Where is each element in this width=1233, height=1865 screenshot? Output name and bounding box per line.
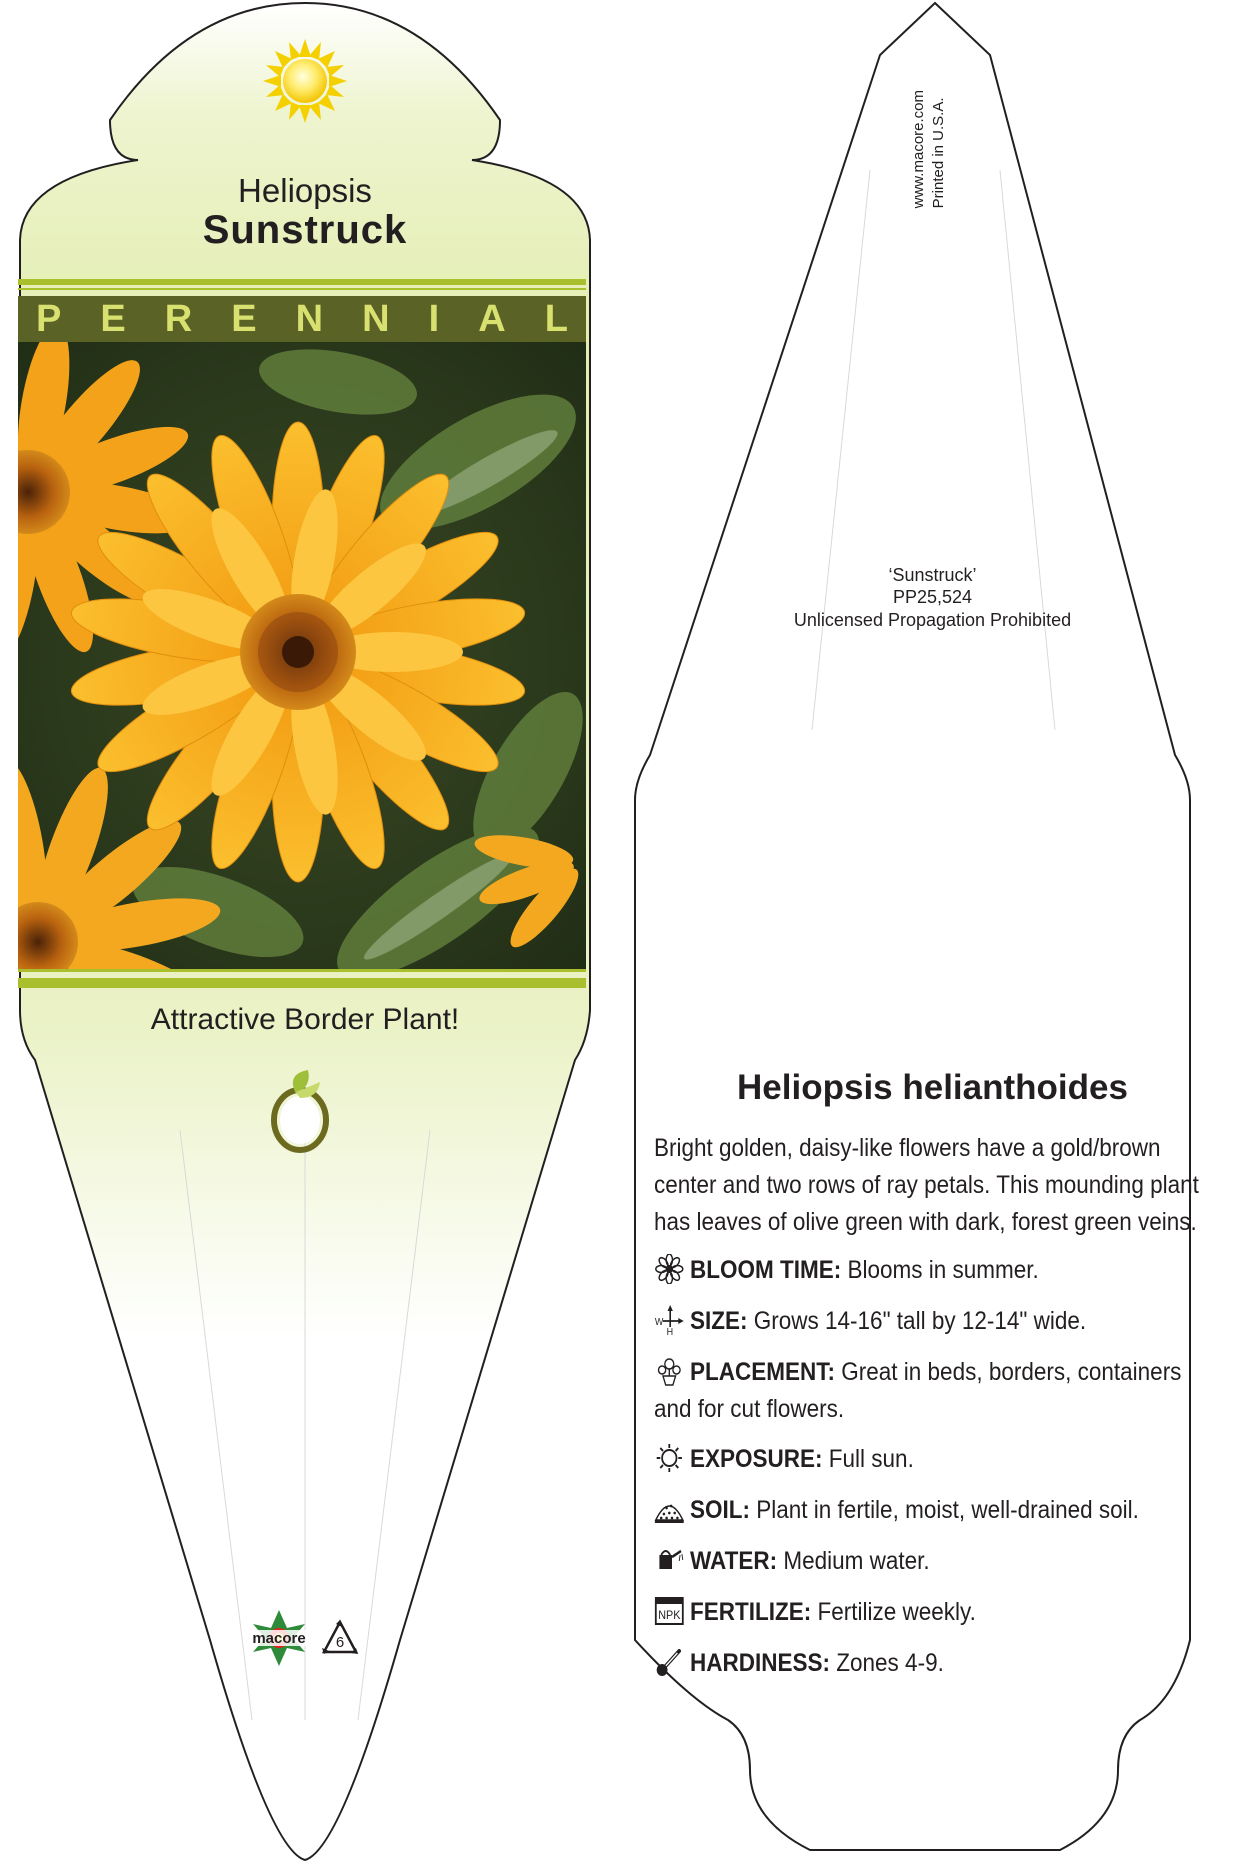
printed-line-1: Printed in U.S.A. — [930, 97, 947, 209]
soil-icon — [654, 1494, 685, 1524]
info-label: FERTILIZE: — [690, 1598, 812, 1626]
info-label: HARDINESS: — [690, 1649, 831, 1677]
tagline: Attractive Border Plant! — [150, 1003, 460, 1036]
info-value: Medium water. — [777, 1547, 930, 1575]
info-size — [654, 1303, 1212, 1340]
info-exposure — [654, 1441, 1212, 1478]
recycle-icon — [320, 1618, 360, 1658]
sun-icon — [262, 38, 348, 124]
flower-icon — [654, 1254, 685, 1284]
info-water — [654, 1543, 1212, 1580]
category-label: P E R E N N I A L — [36, 298, 568, 340]
seed-sprout-icon — [266, 1068, 334, 1154]
watering-can-icon — [654, 1545, 685, 1575]
plant-cultivar: Sunstruck — [202, 208, 408, 252]
macore-logo — [244, 1608, 314, 1668]
species-name: Heliopsis helianthoides — [737, 1068, 1128, 1107]
divider-rule — [18, 279, 586, 285]
brand-name: macore — [252, 1630, 306, 1647]
patent-line-1: ‘Sunstruck’ — [888, 565, 977, 585]
info-value: Great in beds, borders, containers and for cut flowers. — [654, 1358, 1182, 1423]
plant-description: Bright golden, daisy-like flowers have a gold/brown center and two rows of ray petals. This mounding plant has leaves of olive green with dark, forest green veins. — [654, 1134, 1199, 1236]
patent-line-2: PP25,524 — [892, 587, 973, 607]
info-label: BLOOM TIME: — [690, 1256, 842, 1284]
svg-text:W: W — [654, 1316, 664, 1329]
svg-text:NPK: NPK — [658, 1609, 681, 1623]
info-label: SOIL: — [690, 1496, 751, 1524]
printed-line-2: www.macore.com — [910, 90, 927, 209]
info-value: Full sun. — [822, 1445, 914, 1473]
plant-genus: Heliopsis — [238, 172, 372, 209]
divider-rule — [18, 978, 586, 988]
info-fertilize — [654, 1594, 1212, 1631]
info-bloom-time — [654, 1252, 1212, 1289]
flower-photo — [18, 342, 586, 969]
info-value: Blooms in summer. — [841, 1256, 1039, 1284]
info-value: Zones 4-9. — [830, 1649, 944, 1677]
npk-icon — [654, 1596, 685, 1626]
recycle-number: 6 — [335, 1634, 345, 1651]
printed-info — [912, 90, 948, 240]
info-label: WATER: — [690, 1547, 778, 1575]
info-value: Grows 14-16" tall by 12-14" wide. — [747, 1307, 1087, 1335]
divider-rule — [18, 969, 586, 972]
info-value: Plant in fertile, moist, well-drained soil. — [750, 1496, 1139, 1524]
patent-line-3: Unlicensed Propagation Prohibited — [793, 610, 1072, 630]
sun-outline-icon — [654, 1443, 685, 1473]
svg-text:H: H — [666, 1326, 674, 1335]
info-value: Fertilize weekly. — [811, 1598, 976, 1626]
info-label: SIZE: — [690, 1307, 748, 1335]
info-placement — [654, 1354, 1212, 1428]
info-soil — [654, 1492, 1212, 1529]
info-label: EXPOSURE: — [690, 1445, 823, 1473]
info-label: PLACEMENT: — [690, 1358, 835, 1386]
divider-rule — [18, 288, 586, 290]
size-icon — [654, 1305, 685, 1335]
placement-icon — [654, 1356, 685, 1386]
thermometer-icon — [654, 1647, 685, 1677]
info-hardiness — [654, 1645, 1212, 1682]
